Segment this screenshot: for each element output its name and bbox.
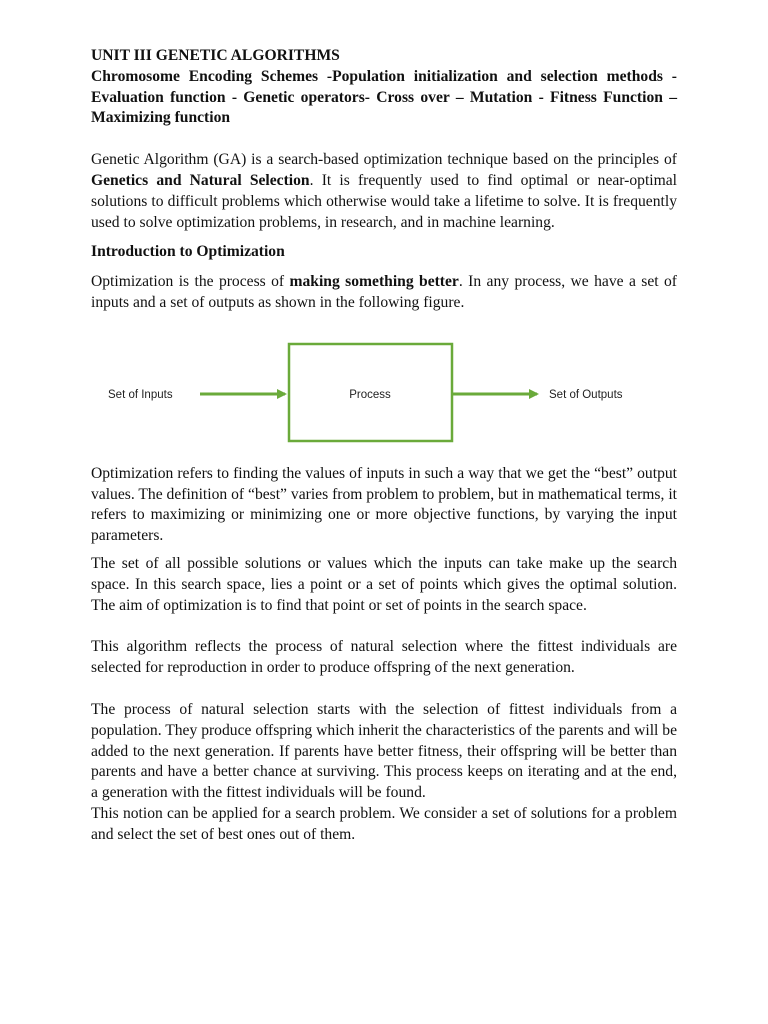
- optimization-text-b: . In any process, we have a set of inputs and a set of outputs as shown in the following figure.: [91, 273, 677, 311]
- process-paragraph: The process of natural selection starts with the selection of fittest individuals from a population. They produce offspring which inherit the characteristics of the parents and will be added to the next generation. If parents have better fitness, their offspring will be better than parents and have a better chance at surviving. This process keeps on iterating and at the end, a generation with the fittest individuals will be found.: [91, 700, 677, 802]
- definition-paragraph: Optimization refers to finding the values of inputs in such a way that we get the “best” output values. The definition of “best” varies from problem to problem, but in mathematical terms, it refers to maximizing or minimizing one or more objective functions, by varying the input parameters.: [91, 464, 677, 545]
- natural-selection-paragraph: This algorithm reflects the process of natural selection where the fittest individuals are selected for reproduction in order to produce offspring of the next generation.: [91, 638, 677, 677]
- process-label: Process: [349, 388, 391, 401]
- process-figure: [91, 314, 677, 464]
- intro-text-a: Genetic Algorithm (GA) is a search-based optimization technique based on the principles of: [91, 151, 677, 169]
- intro-paragraph: [91, 150, 677, 233]
- optimization-paragraph: [91, 272, 677, 314]
- intro-text-b: . It is frequently used to find optimal or near-optimal solutions to difficult problems which otherwise would take a lifetime to solve. It is frequently used to solve optimization problems, in research, and in machine learning.: [91, 171, 678, 231]
- section-heading-optimization: Introduction to Optimization: [91, 243, 285, 261]
- search-problem-paragraph: This notion can be applied for a search problem. We consider a set of solutions for a problem and select the set of best ones out of them.: [91, 804, 677, 843]
- document-page: [91, 46, 677, 846]
- input-label: Set of Inputs: [108, 388, 173, 401]
- unit-title: UNIT III GENETIC ALGORITHMS: [91, 47, 340, 64]
- intro-text-bold: Genetics and Natural Selection: [91, 171, 310, 189]
- optimization-text-a: Optimization is the process of: [91, 273, 290, 291]
- search-space-paragraph: The set of all possible solutions or values which the inputs can take make up the search space. In this search space, lies a point or a set of points which gives the optimal solution. The aim of optimization is to find that point or set of points in the search space.: [91, 554, 677, 614]
- process-diagram: [0, 314, 768, 464]
- topics-list: Chromosome Encoding Schemes -Population initialization and selection methods - Evaluation function - Genetic operators- Cross over – Mutation - Fitness Function – Maximizing function: [91, 67, 677, 127]
- optimization-text-bold: making something better: [289, 273, 459, 291]
- output-label: Set of Outputs: [549, 388, 623, 401]
